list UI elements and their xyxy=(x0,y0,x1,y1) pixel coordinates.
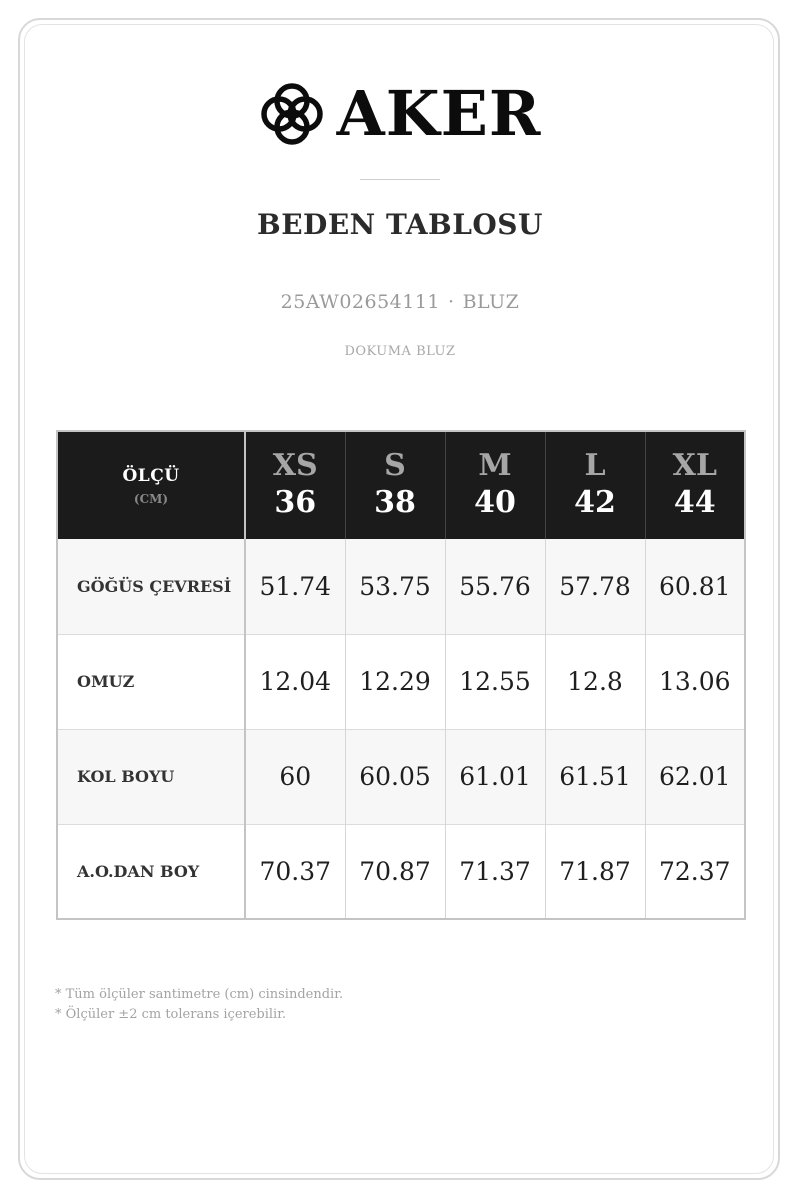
measure-cell: 51.74 xyxy=(245,539,345,634)
row-label: A.O.DAN BOY xyxy=(57,824,245,919)
measure-cell: 71.37 xyxy=(445,824,545,919)
product-info xyxy=(0,291,800,313)
measure-cell: 12.55 xyxy=(445,634,545,729)
size-letter: XS xyxy=(272,447,318,483)
measure-cell: 12.8 xyxy=(545,634,645,729)
measure-header-label: ÖLÇÜ xyxy=(122,465,180,486)
footnotes xyxy=(55,985,343,1025)
size-number: 38 xyxy=(374,484,416,520)
product-category: DOKUMA BLUZ xyxy=(344,344,456,359)
measure-cell: 62.01 xyxy=(645,729,745,824)
knot-emblem-icon xyxy=(259,81,325,147)
measure-cell: 71.87 xyxy=(545,824,645,919)
size-header-row xyxy=(57,431,745,539)
measure-cell: 61.01 xyxy=(445,729,545,824)
row-label: KOL BOYU xyxy=(57,729,245,824)
measure-cell: 57.78 xyxy=(545,539,645,634)
size-number: 42 xyxy=(574,484,616,520)
size-letter: S xyxy=(384,447,406,483)
measure-cell: 60.81 xyxy=(645,539,745,634)
page-title: BEDEN TABLOSU xyxy=(257,208,543,241)
measure-cell: 13.06 xyxy=(645,634,745,729)
size-letter: M xyxy=(478,447,512,483)
size-number: 44 xyxy=(673,484,716,520)
row-label: OMUZ xyxy=(57,634,245,729)
row-label: GÖĞÜS ÇEVRESİ xyxy=(57,539,245,634)
size-letter: L xyxy=(584,447,606,483)
table-row-sleeve xyxy=(57,729,745,824)
measure-header-unit: (CM) xyxy=(133,491,169,506)
table-row-shoulder xyxy=(57,634,745,729)
measure-cell: 12.04 xyxy=(245,634,345,729)
product-separator: · xyxy=(448,291,455,313)
size-header-m xyxy=(445,431,545,539)
brand-name: AKER xyxy=(336,77,542,150)
size-letter: XL xyxy=(672,447,717,483)
product-code: 25AW02654111 xyxy=(280,291,441,313)
measure-header-cell xyxy=(57,431,245,539)
measure-cell: 61.51 xyxy=(545,729,645,824)
measure-cell: 70.87 xyxy=(345,824,445,919)
size-table xyxy=(56,430,746,920)
size-header-l xyxy=(545,431,645,539)
size-header-xs xyxy=(245,431,345,539)
measure-cell: 55.76 xyxy=(445,539,545,634)
measure-cell: 72.37 xyxy=(645,824,745,919)
measure-cell: 60.05 xyxy=(345,729,445,824)
brand-logo xyxy=(0,78,800,150)
size-number: 40 xyxy=(474,484,516,520)
size-number: 36 xyxy=(274,484,317,520)
measure-cell: 60 xyxy=(245,729,345,824)
footnote: * Tüm ölçüler santimetre (cm) cinsindendir. xyxy=(55,987,344,1002)
product-type: BLUZ xyxy=(462,291,520,313)
footnote: * Ölçüler ±2 cm tolerans içerebilir. xyxy=(55,1007,287,1022)
table-row-length xyxy=(57,824,745,919)
measure-cell: 70.37 xyxy=(245,824,345,919)
size-header-s xyxy=(345,431,445,539)
measure-cell: 53.75 xyxy=(345,539,445,634)
size-header-xl xyxy=(645,431,745,539)
divider-line xyxy=(360,179,440,180)
measure-cell: 12.29 xyxy=(345,634,445,729)
table-row-chest xyxy=(57,539,745,634)
